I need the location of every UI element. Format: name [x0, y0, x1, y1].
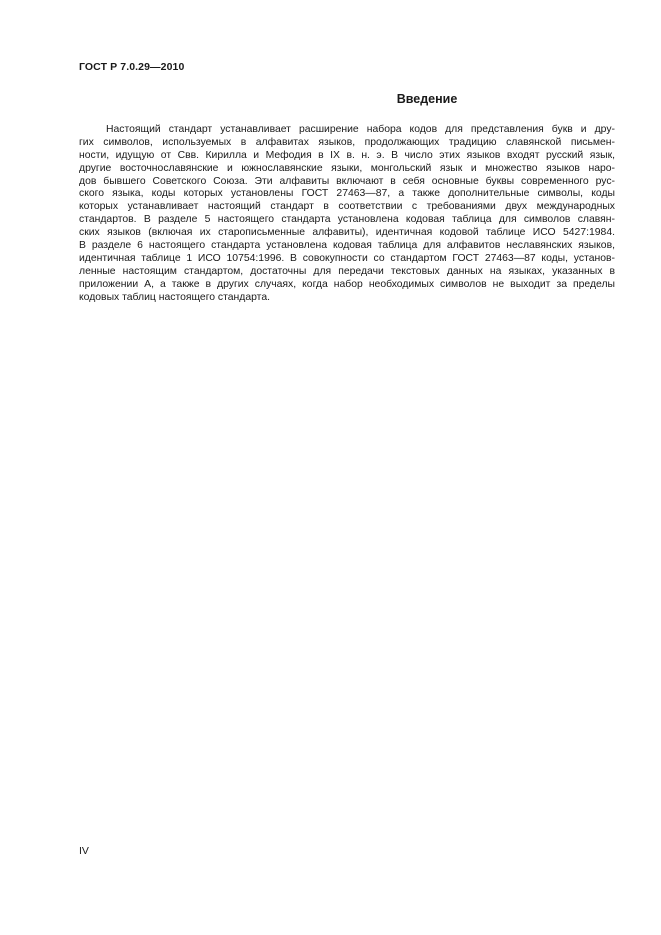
- paragraph-line: которых устанавливает настоящий стандарт в соответствии с требованиями двух международных: [79, 201, 615, 213]
- paragraph-line: дов бывшего Советского Союза. Эти алфавиты включают в себя основные буквы современного рус-: [79, 175, 615, 187]
- paragraph-line: кодовых таблиц настоящего стандарта.: [79, 291, 270, 303]
- paragraph-line: ности, идущую от Свв. Кирилла и Мефодия в IX в. н. э. В число этих языков входят русский язык,: [79, 149, 615, 161]
- page-number: IV: [79, 845, 89, 857]
- paragraph-line: стандартов. В разделе 5 настоящего стандарта установлена кодовая таблица для символов славян-: [79, 214, 615, 226]
- running-header: ГОСТ Р 7.0.29—2010: [79, 61, 185, 73]
- paragraph-line: В разделе 6 настоящего стандарта установлена кодовая таблица для алфавитов неславянских языков,: [79, 240, 615, 252]
- paragraph-line: приложении А, а также в других случаях, когда набор необходимых символов не выходит за пределы: [79, 278, 615, 290]
- paragraph-line: гих символов, используемых в алфавитах языков, продолжающих традицию славянской письмен-: [79, 136, 615, 148]
- paragraph-line: другие восточнославянские и южнославянские языки, монгольский язык и множество языков наро-: [79, 162, 615, 174]
- paragraph-line: Настоящий стандарт устанавливает расширение набора кодов для представления букв и дру-: [106, 124, 615, 135]
- paragraph-line: ского языка, коды которых установлены ГОСТ 27463—87, а также дополнительные символы, коды: [79, 188, 615, 200]
- section-title: [79, 92, 615, 106]
- introduction-paragraph: [79, 124, 615, 304]
- paragraph-line: идентичная таблице 1 ИСО 10754:1996. В совокупности со стандартом ГОСТ 27463—87 коды, установ-: [79, 252, 615, 264]
- section-title-text: Введение: [396, 92, 458, 106]
- paragraph-line: ских языков (включая их старописьменные алфавиты), идентичная кодовой таблице ИСО 5427:1984.: [79, 227, 615, 239]
- paragraph-line: ленные настоящим стандартом, достаточны для передачи текстовых данных на языках, указанных в: [79, 265, 615, 277]
